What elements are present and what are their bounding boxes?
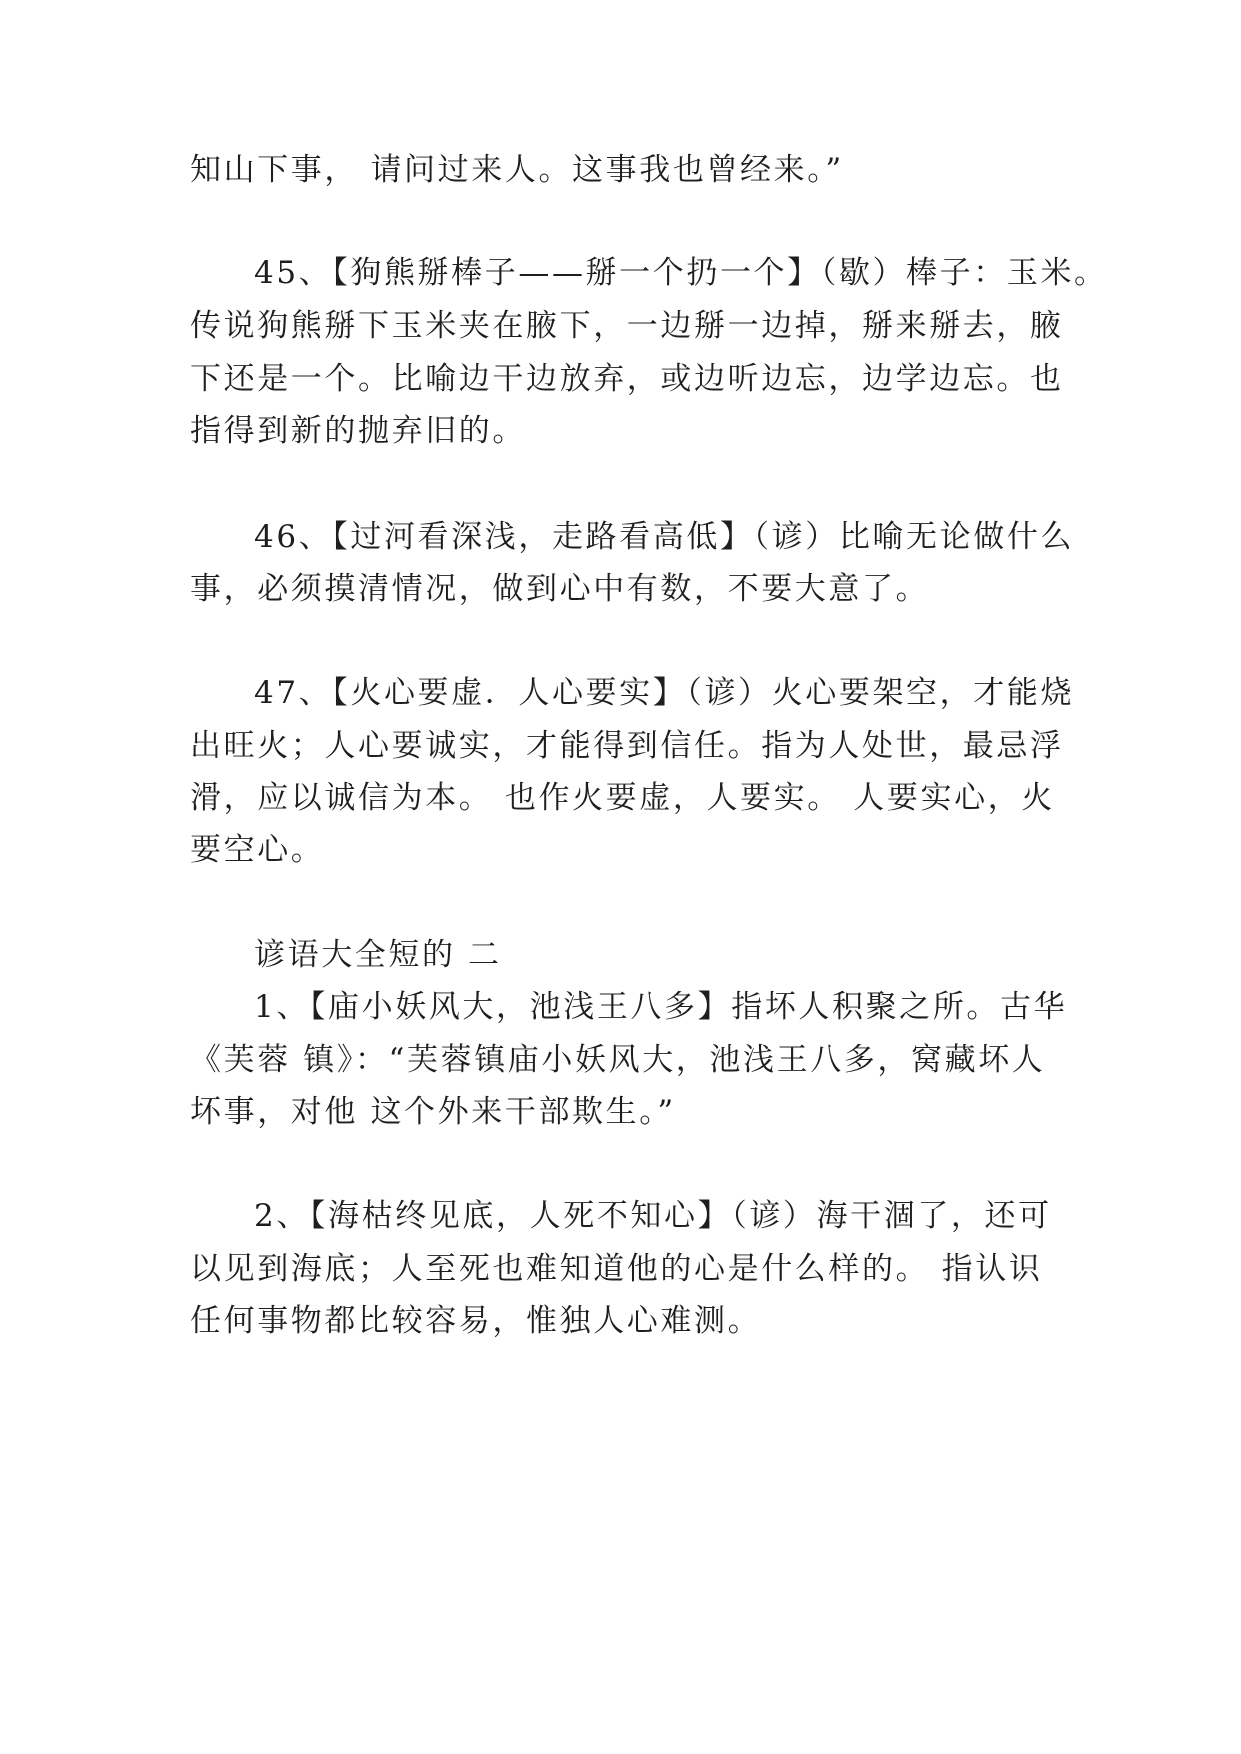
- text-line: 知山下事， 请问过来人。这事我也曾经来。”: [190, 152, 844, 188]
- text-line: 46、【过河看深浅，走路看高低】（谚）比喻无论做什么: [254, 519, 1075, 555]
- text-line: 要空心。: [190, 832, 325, 868]
- text-line: 《芙蓉 镇》：“芙蓉镇庙小妖风大，池浅王八多，窝藏坏人: [190, 1042, 1046, 1078]
- text-line: 2、【海枯终见底，人死不知心】（谚）海干涸了，还可: [254, 1198, 1052, 1234]
- text-line: 滑，应以诚信为本。 也作火要虚，人要实。 人要实心，火: [190, 780, 1055, 816]
- text-line: 下还是一个。比喻边干边放弃，或边听边忘，边学边忘。也: [190, 361, 1064, 397]
- text-line: 指得到新的抛弃旧的。: [190, 413, 526, 449]
- text-line: 坏事，对他 这个外来干部欺生。”: [190, 1094, 676, 1130]
- text-line: 事，必须摸清情况，做到心中有数，不要大意了。: [190, 571, 930, 607]
- text-line: 47、【火心要虚．人心要实】（谚）火心要架空，才能烧: [254, 675, 1075, 711]
- text-line: 以见到海底；人至死也难知道他的心是什么样的。 指认识: [190, 1251, 1043, 1287]
- text-line: 任何事物都比较容易，惟独人心难测。: [190, 1303, 762, 1339]
- text-line: 45、【狗熊掰棒子——掰一个扔一个】（歇）棒子：玉米。: [254, 255, 1108, 291]
- text-line: 出旺火；人心要诚实，才能得到信任。指为人处世，最忌浮: [190, 728, 1064, 764]
- text-line: 1、【庙小妖风大，池浅王八多】指坏人积聚之所。古华: [254, 989, 1068, 1025]
- section-heading: 谚语大全短的 二: [254, 937, 502, 973]
- text-line: 传说狗熊掰下玉米夹在腋下，一边掰一边掉，掰来掰去，腋: [190, 308, 1064, 344]
- document-page: [190, 0, 1108, 1754]
